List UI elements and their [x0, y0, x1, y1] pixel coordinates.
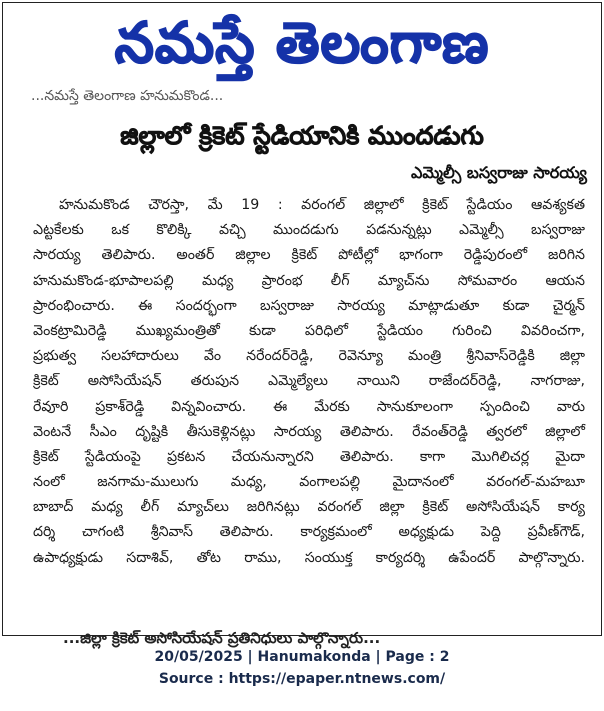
article-line: ప్రారంభించారు. ఈ సందర్భంగా బస్వరాజు సారయ్య మాట్లాడుతూ కుడా చైర్మన్	[33, 297, 585, 314]
cut-text-bottom	[63, 623, 563, 647]
article-line: నంలో జనగామ-ములుగు మధ్య, వంగాలపల్లి మైదానంలో వరంగల్-మహబూ	[33, 474, 585, 491]
footer-date-edition: 20/05/2025 | Hanumakonda | Page : 2	[154, 649, 450, 665]
article-body	[33, 193, 585, 571]
cut-text-top	[31, 88, 331, 106]
article-line: హనుమకొండ-భూపాలపల్లి మధ్య ప్రారంభ లీగ్ మ్యాచ్‌ను సోమవారం ఆయన	[33, 272, 585, 289]
article-line: క్రికెట్ అసోసియేషన్ తరుపున ఎమ్మెల్యేలు నాయిని రాజేందర్‌రెడ్డి, నాగరాజు,	[33, 373, 585, 390]
article-line: వెంటనే సీఎం దృష్టికి తీసుకెళ్లినట్లు సారయ్య తెలిపారు. రేవంత్‌రెడ్డి త్వరలో జిల్లాలో	[33, 423, 585, 440]
footer-source: Source : https://epaper.ntnews.com/	[158, 671, 446, 687]
article-line: హనుమకొండ చౌరస్తా, మే 19 : వరంగల్ జిల్లాలో క్రికెట్ స్టేడియం ఆవశ్యకత	[59, 197, 585, 213]
article-line: ప్రభుత్వ సలహాదారులు వేం నరేందర్‌రెడ్డి, రెవెన్యూ మంత్రి శ్రీనివాస్‌రెడ్డికి జిల్లా	[33, 348, 585, 365]
article-line: క్రికెట్ స్టేడియంపై ప్రకటన చేయనున్నారని తెలిపారు. కాగా మొగిలిచర్ల మైదా	[33, 448, 585, 465]
article-line: సారయ్య తెలిపారు. అంతర్ జిల్లాల క్రికెట్ పోటీల్లో భాగంగా రెడ్డిపురంలో జరిగిన	[33, 247, 585, 264]
article-line: రేవూరి ప్రకాశ్‌రెడ్డి విన్నవించారు. ఈ మేరకు సానుకూలంగా స్పందించి వారు	[33, 398, 585, 415]
article-line: ఎట్టకేలకు ఒక కొలిక్కి వచ్చి ముందడుగు పడనున్నట్లు ఎమ్మెల్సీ బస్వరాజు	[33, 222, 585, 239]
clipping-frame	[2, 2, 602, 647]
article-headline: జిల్లాలో క్రికెట్ స్టేడియానికి ముందడుగు	[120, 121, 484, 150]
article-subhead: ఎమ్మెల్సీ బస్వరాజు సారయ్య	[410, 163, 587, 182]
newspaper-masthead: నమస్తే తెలంగాణ	[114, 11, 490, 76]
article-line: వెంకట్రామిరెడ్డి ముఖ్యమంత్రితో కుడా పరిధిలో స్టేడియం గురించి వివరించగా,	[33, 322, 585, 339]
cut-text-top-content: ...నమస్తే తెలంగాణ హనుమకొండ...	[31, 88, 224, 104]
article-line: ఉపాధ్యక్షుడు సదాశివ్, తోట రాము, సంయుక్త కార్యదర్శి ఉపేందర్ పాల్గొన్నారు.	[33, 549, 585, 566]
clipping-footer	[0, 646, 604, 690]
article-line: బాబాద్ మధ్య లీగ్ మ్యాచ్‌లు జరిగినట్లు వరంగల్ జిల్లా క్రికెట్ అసోసియేషన్ కార్య	[33, 499, 585, 516]
article-line: దర్శి చాగంటి శ్రీనివాస్ తెలిపారు. కార్యక్రమంలో అధ్యక్షుడు పెద్ది ప్రవీణ్‌గౌడ్,	[33, 524, 585, 541]
cut-text-bottom-content: ...జిల్లా క్రికెట్ అసోసియేషన్ ప్రతినిధులు పాల్గొన్నారు...	[63, 629, 381, 647]
